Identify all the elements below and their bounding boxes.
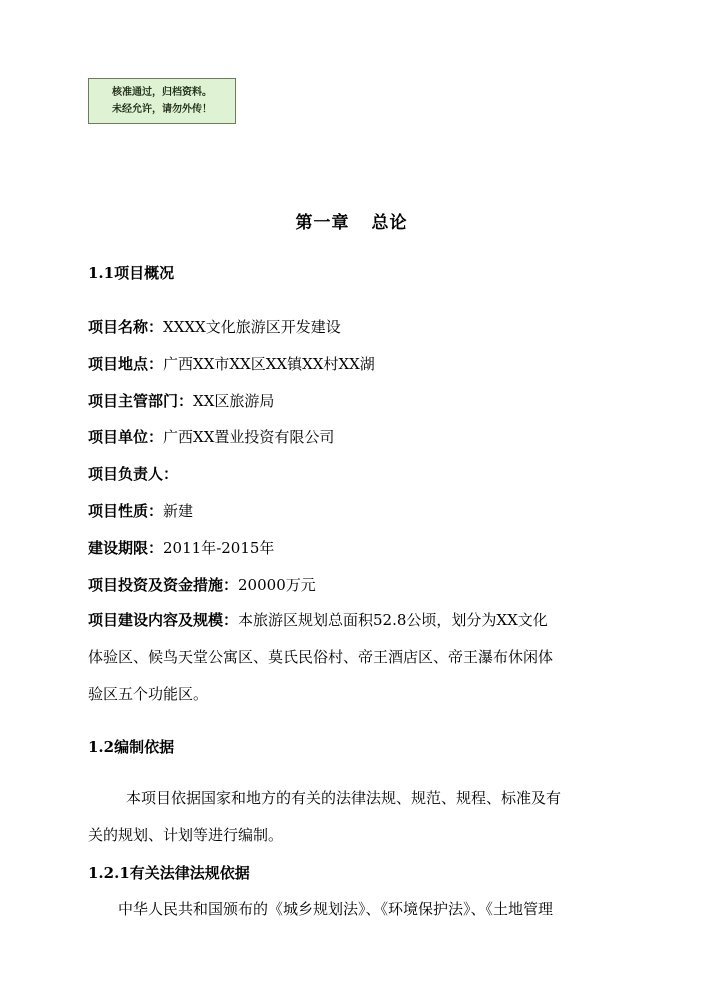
section-heading-1-1: 1.1项目概况 — [88, 264, 175, 282]
section-heading-1-2-1: 1.2.1有关法律法规依据 — [88, 864, 250, 882]
scale-text-line-1: 本旅游区规划总面积52.8公顷，划分为XX文化 — [238, 611, 548, 629]
field-project-unit — [88, 426, 334, 447]
field-construction-period — [88, 537, 274, 558]
para-line-2: 关的规划、计划等进行编制。 — [88, 826, 284, 844]
field-key: 建设期限： — [88, 539, 164, 557]
para-line-1: 中华人民共和国颁布的《城乡规划法》、《环境保护法》、《土地管理 — [118, 900, 554, 918]
archive-stamp — [88, 78, 236, 124]
section-1-2-paragraph — [88, 780, 618, 854]
field-value: 广西XX市XX区XX镇XX村XX湖 — [163, 355, 375, 373]
chapter-number: 第一章 — [295, 213, 350, 233]
field-value: XX区旅游局 — [193, 392, 275, 410]
field-key: 项目单位： — [88, 428, 164, 446]
field-key: 项目负责人： — [88, 465, 179, 483]
field-supervising-dept — [88, 390, 274, 411]
field-value: 广西XX置业投资有限公司 — [163, 428, 335, 446]
field-key: 项目主管部门： — [88, 392, 194, 410]
field-key: 项目名称： — [88, 318, 164, 336]
field-key: 项目投资及资金措施： — [88, 576, 239, 594]
field-value: 2011年-2015年 — [163, 539, 275, 557]
scale-text-line-3: 验区五个功能区。 — [88, 685, 209, 703]
scale-text-line-2: 体验区、候鸟天堂公寓区、莫氏民俗村、帝王酒店区、帝王瀑布休闲体 — [88, 648, 554, 666]
field-key: 项目建设内容及规模： — [88, 611, 239, 629]
field-value: 20000万元 — [238, 576, 316, 594]
field-construction-scale — [88, 602, 618, 713]
field-key: 项目性质： — [88, 502, 164, 520]
field-value: 新建 — [163, 502, 194, 520]
section-1-2-1-paragraph — [88, 891, 618, 928]
chapter-name: 总论 — [371, 213, 408, 233]
stamp-line-2: 未经允许，请勿外传！ — [112, 104, 212, 115]
field-project-name — [88, 316, 341, 337]
field-value: XXXX文化旅游区开发建设 — [163, 318, 341, 336]
field-project-leader — [88, 463, 178, 484]
stamp-line-1: 核准通过，归档资料。 — [112, 87, 212, 98]
field-project-location — [88, 353, 375, 374]
section-heading-1-2: 1.2编制依据 — [88, 738, 175, 756]
field-project-nature — [88, 500, 193, 521]
field-key: 项目地点： — [88, 355, 164, 373]
chapter-title — [0, 208, 703, 233]
para-line-1: 本项目依据国家和地方的有关的法律法规、规范、规程、标准及有 — [126, 789, 562, 807]
field-investment — [88, 574, 316, 595]
